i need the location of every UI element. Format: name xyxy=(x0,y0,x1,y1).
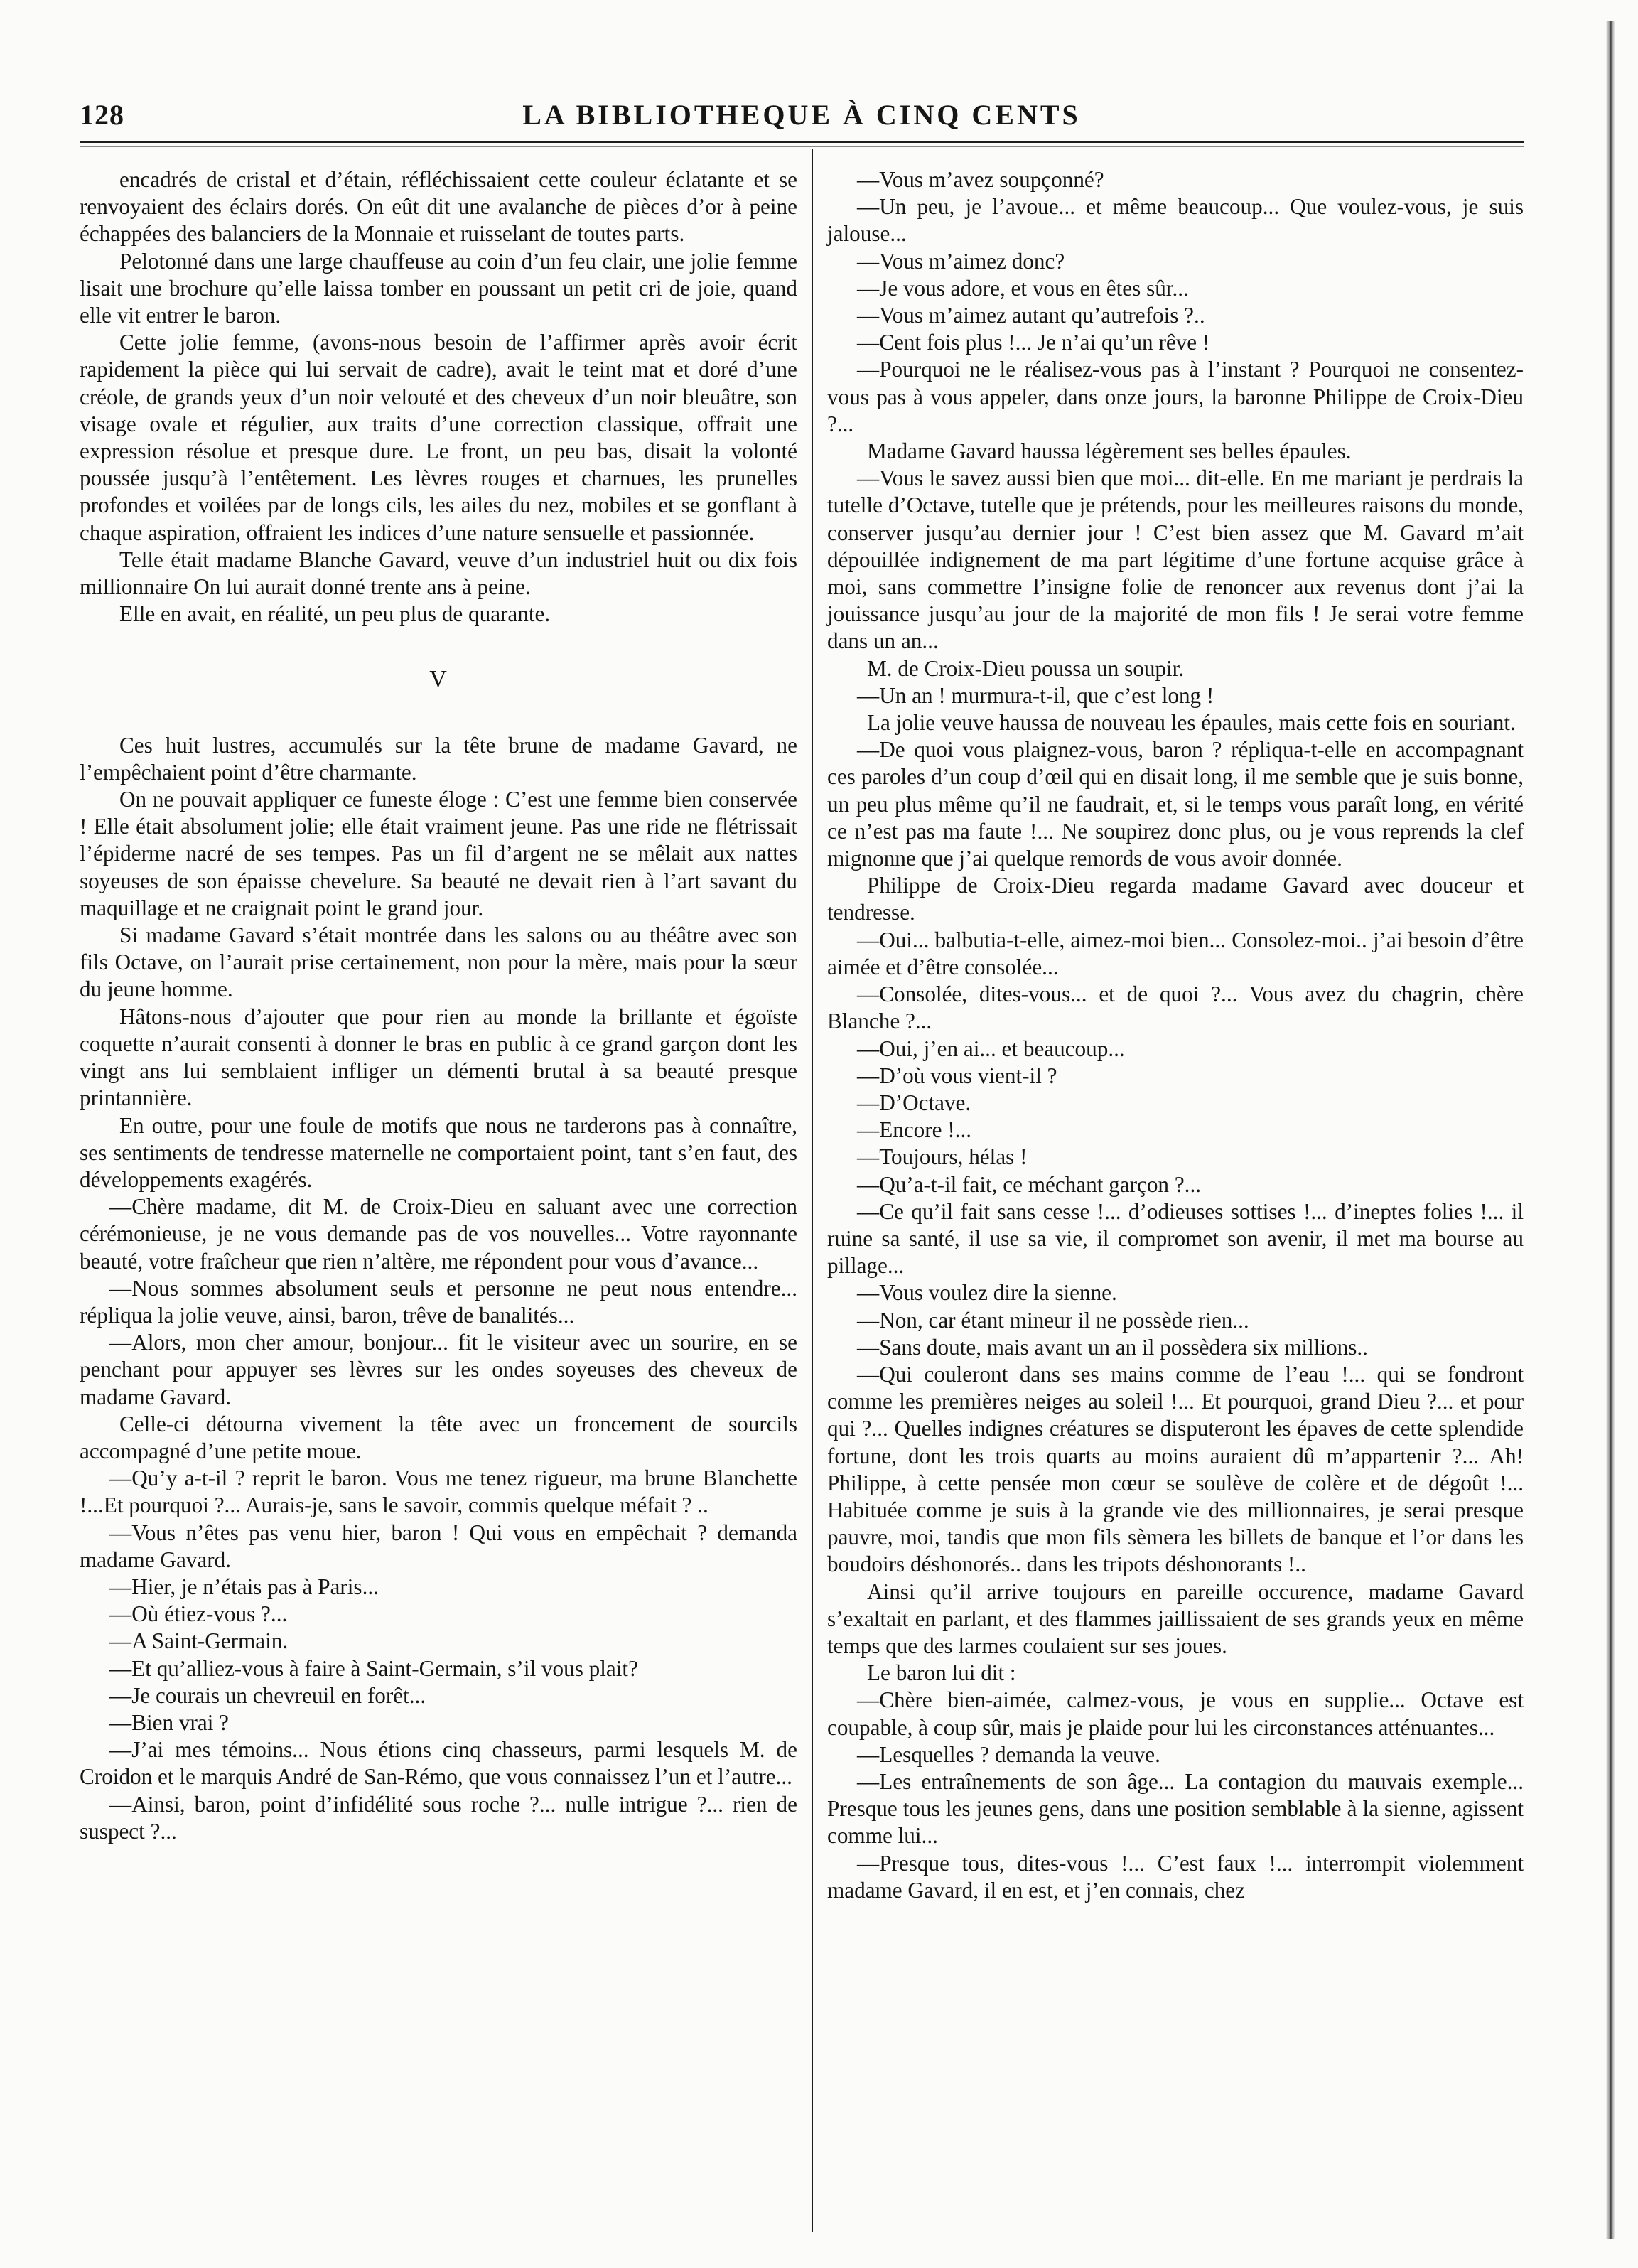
paragraph: —Vous m’aimez autant qu’autrefois ?.. xyxy=(857,303,1205,328)
paragraph: —D’où vous vient-il ? xyxy=(857,1063,1057,1088)
paragraph: —Qu’y a-t-il ? reprit le baron. Vous me tenez rigueur, ma brune Blanchette !...Et pourquoi ?... Aurais-je, sans le savoir, commis quelque méfait ? .. xyxy=(80,1466,797,1518)
header-rule-thin xyxy=(80,146,1524,147)
paragraph: —Ce qu’il fait sans cesse !... d’odieuses sottises !... d’ineptes folies !... il ruine sa santé, il use sa vie, il compromet son avenir, il met ma bourse au pillage... xyxy=(827,1198,1524,1279)
paragraph: —Bien vrai ? xyxy=(109,1709,230,1735)
paragraph: —Et qu’alliez-vous à faire à Saint-Germain, s’il vous plait? xyxy=(109,1655,638,1681)
paragraph: —Vous m’aimez donc? xyxy=(857,248,1065,274)
left-paragraphs-after-heading xyxy=(80,732,797,1845)
paragraph: Si madame Gavard s’était montrée dans les salons ou au théâtre avec son fils Octave, on l’aurait prise certainement, non pour la mère, mais pour la sœur du jeune homme. xyxy=(80,923,797,1002)
paragraph: —Je vous adore, et vous en êtes sûr... xyxy=(857,275,1189,301)
right-paragraphs xyxy=(827,166,1524,1904)
paragraph: —Pourquoi ne le réalisez-vous pas à l’instant ? Pourquoi ne consentez-vous pas à vous appeler, dans onze jours, la baronne Philippe de Croix-Dieu ?... xyxy=(827,357,1524,436)
paragraph: Telle était madame Blanche Gavard, veuve d’un industriel huit ou dix fois millionnaire On lui aurait donné trente ans à peine. xyxy=(80,547,797,600)
paragraph: —Qu’a-t-il fait, ce méchant garçon ?... xyxy=(857,1171,1202,1197)
paragraph: —Ainsi, baron, point d’infidélité sous roche ?... nulle intrigue ?... rien de suspect ?... xyxy=(80,1791,797,1844)
running-title: LA BIBLIOTHEQUE À CINQ CENTS xyxy=(522,99,1081,131)
chapter-heading: V xyxy=(429,666,448,693)
paragraph: On ne pouvait appliquer ce funeste éloge : C’est une femme bien conservée ! Elle était absolument jolie; elle était vraiment jeune. Pas une ride ne flétrissait l’épiderme nacré de ses tempes. Pas un fil d’argent ne se mêlait aux nattes soyeuses de son épaisse chevelure. Sa beauté ne devait rien à l’art savant du maquillage et ne craignait point le grand jour. xyxy=(80,787,797,920)
paragraph: —Oui... balbutia-t-elle, aimez-moi bien... Consolez-moi.. j’ai besoin d’être aimée et d’être consolée... xyxy=(827,927,1524,979)
paragraph: —Hier, je n’étais pas à Paris... xyxy=(109,1574,379,1599)
page-number: 128 xyxy=(80,99,124,131)
paragraph: —Vous voulez dire la sienne. xyxy=(857,1280,1117,1306)
paragraph: —Un an ! murmura-t-il, que c’est long ! xyxy=(857,682,1214,708)
paragraph: —Chère bien-aimée, calmez-vous, je vous en supplie... Octave est coupable, à coup sûr, mais je plaide pour lui les circonstances atténuantes... xyxy=(827,1687,1524,1740)
column-divider xyxy=(812,149,813,2232)
paragraph: —Encore !... xyxy=(857,1117,972,1143)
paragraph: —Lesquelles ? demanda la veuve. xyxy=(857,1741,1160,1767)
paragraph: —Vous m’avez soupçonné? xyxy=(857,167,1104,192)
paragraph: —Un peu, je l’avoue... et même beaucoup... Que voulez-vous, je suis jalouse... xyxy=(827,194,1524,247)
paragraph: —D’Octave. xyxy=(857,1090,971,1115)
paragraph: —Cent fois plus !... Je n’ai qu’un rêve ! xyxy=(857,330,1210,355)
paragraph: —Oui, j’en ai... et beaucoup... xyxy=(857,1036,1125,1061)
paragraph: —Vous n’êtes pas venu hier, baron ! Qui vous en empêchait ? demanda madame Gavard. xyxy=(80,1520,797,1572)
paragraph: —Presque tous, dites-vous !... C’est faux !... interrompit violemment madame Gavard, il en est, et j’en connais, chez xyxy=(827,1850,1524,1903)
paragraph: —Je courais un chevreuil en forêt... xyxy=(109,1682,426,1708)
left-paragraphs xyxy=(80,166,797,628)
paragraph: —Sans doute, mais avant un an il possèdera six millions.. xyxy=(857,1334,1368,1360)
paragraph: Hâtons-nous d’ajouter que pour rien au monde la brillante et égoïste coquette n’aurait consenti à donner le bras en public à ce grand garçon dont les vingt ans lui semblaient infliger un démenti brutal à sa beauté presque printannière. xyxy=(80,1004,797,1111)
paragraph: Elle en avait, en réalité, un peu plus de quarante. xyxy=(119,601,551,627)
paragraph: —Les entraînements de son âge... La contagion du mauvais exemple... Presque tous les jeunes gens, dans une position semblable à la sienne, agissent comme lui... xyxy=(827,1768,1524,1849)
paragraph: —Où étiez-vous ?... xyxy=(109,1601,288,1627)
page-header xyxy=(80,94,1524,136)
paragraph: Celle-ci détourna vivement la tête avec un froncement de sourcils accompagné d’une petite moue. xyxy=(80,1411,797,1463)
paragraph: Madame Gavard haussa légèrement ses belles épaules. xyxy=(867,439,1352,464)
paragraph: —J’ai mes témoins... Nous étions cinq chasseurs, parmi lesquels M. de Croidon et le marquis André de San-Rémo, que vous connaissez l’un et l’autre... xyxy=(80,1737,797,1790)
left-column xyxy=(80,166,797,1845)
paragraph: Pelotonné dans une large chauffeuse au coin d’un feu clair, une jolie femme lisait une brochure qu’elle laissa tomber en poussant un petit cri de joie, quand elle vit entrer le baron. xyxy=(80,248,797,328)
paragraph: Philippe de Croix-Dieu regarda madame Gavard avec douceur et tendresse. xyxy=(827,873,1524,925)
paragraph: —Consolée, dites-vous... et de quoi ?... Vous avez du chagrin, chère Blanche ?... xyxy=(827,982,1524,1034)
paragraph: —Non, car étant mineur il ne possède rien... xyxy=(857,1307,1249,1333)
paragraph: En outre, pour une foule de motifs que nous ne tarderons pas à connaître, ses sentiments de tendresse maternelle ne comportaient point, tant s’en faut, des développements exagérés. xyxy=(80,1112,797,1192)
paragraph: M. de Croix-Dieu poussa un soupir. xyxy=(867,655,1185,681)
paragraph: La jolie veuve haussa de nouveau les épaules, mais cette fois en souriant. xyxy=(867,710,1516,736)
paragraph: Le baron lui dit : xyxy=(867,1660,1016,1686)
paragraph: —Toujours, hélas ! xyxy=(857,1144,1028,1170)
header-rule xyxy=(80,141,1524,143)
paragraph: Cette jolie femme, (avons-nous besoin de l’affirmer après avoir écrit rapidement la pièce qui lui servait de cadre), avait le teint mat et doré d’une créole, de grands yeux d’un noir velouté et des cheveux d’un noir bleuâtre, son visage ovale et régulier, aux traits d’une correction classique, offrait une expression résolue et presque dure. Le front, un peu bas, disait la volonté poussée jusqu’à l’entêtement. Les lèvres rouges et charnues, les prunelles profondes et voilées par de longs cils, les ailes du nez, mobiles et se gonflant à chaque aspiration, offraient les indices d’une nature sensuelle et passionnée. xyxy=(80,330,797,545)
right-column xyxy=(827,166,1524,1904)
paragraph: —A Saint-Germain. xyxy=(109,1628,289,1654)
paragraph: —De quoi vous plaignez-vous, baron ? répliqua-t-elle en accompagnant ces paroles d’un coup d’œil qui en disait long, il me semble que je suis bonne, un peu plus même qu’il ne faudrait, et, si le temps vous paraît long, en vérité ce n’est pas ma faute !... Ne soupirez donc plus, ou je vous reprends la clef mignonne que j’ai quelque remords de vous avoir donnée. xyxy=(827,737,1524,871)
paragraph: encadrés de cristal et d’étain, réfléchissaient cette couleur éclatante et se renvoyaient des éclairs dorés. On eût dit une avalanche de pièces d’or à peine échappées des balanciers de la Monnaie et ruisselant de toutes parts. xyxy=(80,167,797,247)
paragraph: —Chère madame, dit M. de Croix-Dieu en saluant avec une correction cérémonieuse, je ne vous demande pas de vos nouvelles... Votre rayonnante beauté, votre fraîcheur que rien n’altère, me répondent pour vous d’avance... xyxy=(80,1194,797,1274)
paragraph: —Nous sommes absolument seuls et personne ne peut nous entendre... répliqua la jolie veuve, ainsi, baron, trêve de banalités... xyxy=(80,1275,797,1328)
paragraph: Ainsi qu’il arrive toujours en pareille occurence, madame Gavard s’exaltait en parlant, et des flammes jaillissaient de ses grands yeux en même temps que des larmes coulaient sur ses joues. xyxy=(827,1579,1524,1658)
scanned-page-edge xyxy=(1606,21,1615,2239)
paragraph: Ces huit lustres, accumulés sur la tête brune de madame Gavard, ne l’empêchaient point d’être charmante. xyxy=(80,732,797,785)
paragraph: —Qui couleront dans ses mains comme de l’eau !... qui se fondront comme les premières neiges au soleil !... Et pourquoi, grand Dieu ?... et pour qui ?... Quelles indignes créatures se disputeront les épaves de cette splendide fortune, dont les trois quarts au moins auraient dû m’appartenir ?... Ah! Philippe, à cette pensée mon cœur se soulève de colère et de dégoût !... Habituée comme je suis à la grande vie des millionnaires, je serai presque pauvre, moi, tandis que mon fils sèmera les billets de banque et l’or dans les boudoirs déshonorés.. dans les tripots déshonorants !.. xyxy=(827,1361,1524,1577)
paragraph: —Alors, mon cher amour, bonjour... fit le visiteur avec un sourire, en se penchant pour appuyer ses lèvres sur les ondes soyeuses des cheveux de madame Gavard. xyxy=(80,1330,797,1409)
paragraph: —Vous le savez aussi bien que moi... dit-elle. En me mariant je perdrais la tutelle d’Octave, tutelle que je prétends, pour les meilleures raisons du monde, conserver jusqu’au dernier jour ! C’est bien assez que M. Gavard m’ait dépouillée indignement de ma part légitime d’une fortune acquise grâce à moi, sans commettre l’insigne folie de renoncer aux revenus dont j’ai la jouissance jusqu’au jour de la majorité de mon fils ! Je serai votre femme dans un an... xyxy=(827,466,1524,654)
